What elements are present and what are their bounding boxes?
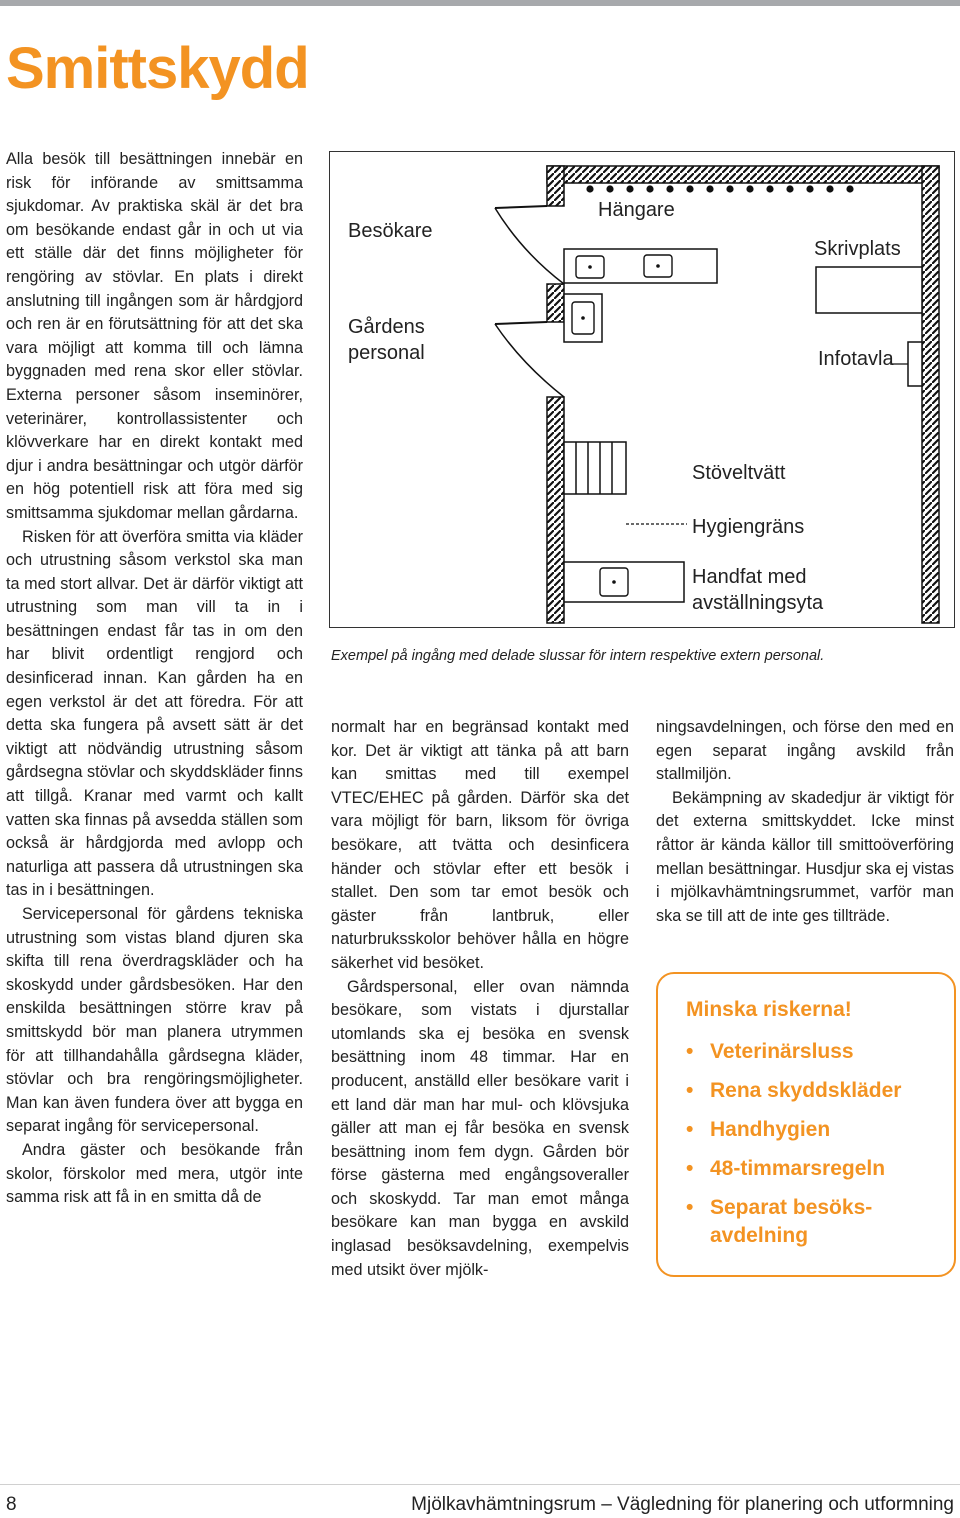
risk-item: • Rena skyddskläder xyxy=(686,1077,936,1105)
label-desk: Skrivplats xyxy=(814,238,901,260)
page-title: Smittskydd xyxy=(6,36,309,101)
label-hanger: Hängare xyxy=(598,199,675,221)
hanger-dots xyxy=(586,185,853,192)
desk xyxy=(816,267,922,313)
bullet-icon: • xyxy=(686,1079,694,1102)
risk-item: • Separat besöks-avdelning xyxy=(686,1196,873,1247)
bullet-icon: • xyxy=(686,1196,694,1219)
label-handbasin-1: Handfat med xyxy=(692,566,807,588)
risk-list xyxy=(686,1038,936,1261)
figure-caption: Exempel på ingång med delade slussar för intern respektive extern personal. xyxy=(331,648,825,664)
door-visitor xyxy=(495,206,547,208)
risk-item: • Veterinärsluss xyxy=(686,1038,936,1066)
page-number: 8 xyxy=(6,1494,17,1515)
paragraph: ningsavdelningen, och förse den med en egen separat ingång avskild från stallmiljön. xyxy=(656,718,954,784)
paragraph: Risken för att överföra smitta via kläder och utrustning såsom verkstol ska man ta med stort allvar. Det är därför viktigt att utrustning som man vill ta in i besättningen endast får tas in om den har blivit ordentligt rengjord och desinficerad innan. Kan gården ha en egen verkstol är det att föredra. För att detta ska fungera på avsett sätt är det viktigt att nödvändig utrustning såsom gårdsegna stövlar och skyddskläder finns att tillgå. Kranar med varmt och kallt vatten ska finnas på avsedda ställen som också är hårdgjorda med avlopp och naturliga att passera då utrustningen ska tas in i besättningen. xyxy=(6,527,303,900)
text-column-2 xyxy=(331,716,629,1282)
label-boot-wash: Stöveltvätt xyxy=(692,462,786,484)
risk-box-title: Minska riskerna! xyxy=(686,998,852,1021)
label-hygiene: Hygiengräns xyxy=(692,516,805,538)
wall-left-upper xyxy=(547,166,564,206)
text-column-3 xyxy=(656,716,954,928)
label-board: Infotavla xyxy=(818,348,894,370)
paragraph: normalt har en begränsad kontakt med kor. Det är viktigt att tänka på att barn kan smittas med till exempel VTEC/EHEC på gården. Därför ska det vara möjligt för barn, liksom för övriga besökare, att tvätta och desinficera händer och stövlar efter ett besök i stallet. Den som tar emot besök och gäster från lantbruk, eller naturbruksskolor behöver hålla en högre säkerhet vid besöket. xyxy=(331,718,629,972)
bullet-icon: • xyxy=(686,1040,694,1063)
boot-wash-grating xyxy=(564,442,626,494)
info-board xyxy=(908,342,922,386)
top-bar xyxy=(0,0,960,6)
risk-item: • 48-timmarsregeln xyxy=(686,1155,936,1183)
wall-left-middle xyxy=(547,284,564,322)
paragraph: Gårdspersonal, eller ovan nämnda besökare, som vistats i djurstallar utomlands ska ej besöka en svensk besättning inom 48 timmar. Har en producent, anställd eller besökare varit i ett land där man har mul- och klövsjuka gäller att man ej får besöka en svensk besättning inom fem dygn. Gården bör förse gästerna med engångsoveraller och skoskydd. Tar man emot många besökare kan man bygga en avskild inglasad besöksavdelning, exempelvis med utsikt över mjölk- xyxy=(331,977,629,1279)
paragraph: Bekämpning av skadedjur är viktigt för det externa smittskyddet. Icke minst råttor är kända källor till smittoöverföring mellan besättningar. Husdjur ska ej vistas i mjölkavhämtningsrummet, varför man ska se till att de inte ges tillträde. xyxy=(656,788,954,925)
wall-right xyxy=(922,166,939,623)
bullet-icon: • xyxy=(686,1118,694,1141)
risk-item: • Handhygien xyxy=(686,1116,936,1144)
text-column-1 xyxy=(6,148,303,1210)
footer-title: Mjölkavhämtningsrum – Vägledning för planering och utformning xyxy=(411,1494,954,1515)
footer-divider xyxy=(0,1484,960,1485)
label-handbasin-2: avställningsyta xyxy=(692,592,824,614)
paragraph: Servicepersonal för gårdens tekniska utrustning som vistas bland djuren ska skifta till rena överdragskläder och ha skoskydd under gårdsbesöken. Har den enskilda besättningen större krav på smittskydd bör man planera utrymmen för att tillhandahålla gårdsegna kläder, stövlar och bra rengöringsmöjligheter. Man kan även fundera över att bygga en separat ingång för servicepersonal. xyxy=(6,905,303,1136)
risk-box xyxy=(656,972,956,1277)
wall-top xyxy=(547,166,939,183)
bullet-icon: • xyxy=(686,1157,694,1180)
wall-left-lower xyxy=(547,397,564,623)
label-staff-1: Gårdens xyxy=(348,316,425,338)
paragraph: Alla besök till besättningen innebär en risk för införande av smittsamma sjukdomar. Av praktiska skäl är det bra om besökande endast går in och ut via ett ställe där det finns möjligheter för rengöring av stövlar. En plats i direkt anslutning till ingången som är hårdgjord och ren är en förutsättning för att det ska vara möjligt att komma till och lämna byggnaden med rena skor eller stövlar. Externa personer såsom inseminörer, veterinärer, kontrollassistenter och klövverkare har en direkt kontakt med djur i andra besättningar och utgör därför en hög potentiell risk att föra med sig smittsamma sjukdomar mellan gårdarna. xyxy=(6,150,303,522)
label-staff-2: personal xyxy=(348,342,425,364)
floor-plan-figure xyxy=(329,151,955,628)
paragraph: Andra gäster och besökande från skolor, förskolor med mera, utgör inte samma risk att få in en smitta då de xyxy=(6,1140,303,1207)
label-visitor: Besökare xyxy=(348,220,433,242)
door-staff xyxy=(495,322,547,324)
